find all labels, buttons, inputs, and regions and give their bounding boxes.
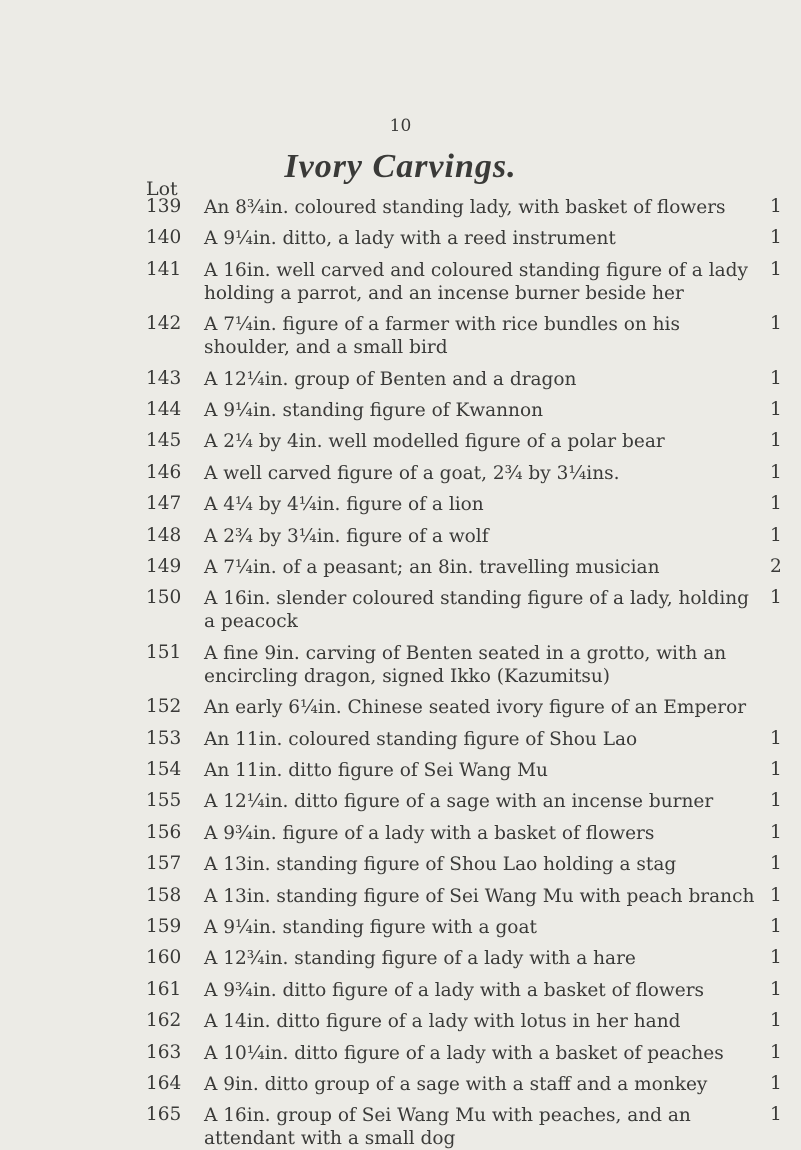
lot-quantity: 1	[770, 916, 782, 937]
lot-number: 153	[146, 727, 182, 749]
lot-quantity: 1	[770, 1041, 782, 1063]
lot-number: 164	[146, 1073, 182, 1094]
lot-number: 150	[146, 587, 182, 609]
lot-description: A 13in. standing figure of Shou Lao holding a stag	[204, 854, 677, 876]
lot-number: 158	[146, 884, 182, 906]
lot-number: 165	[146, 1104, 182, 1126]
lot-description: A 13in. standing figure of Sei Wang Mu with peach branch	[204, 885, 755, 907]
lot-description: A 9¼in. standing figure of Kwannon	[204, 400, 544, 421]
lot-description: A 10¼in. ditto figure of a lady with a basket of peaches	[204, 1042, 724, 1064]
lot-number: 160	[146, 947, 182, 969]
lot-description: A 2¾ by 3¼in. figure of a wolf	[204, 525, 489, 547]
lot-quantity: 1	[770, 727, 782, 749]
lot-description: A 16in. slender coloured standing figure of a lady, holding a peacock	[204, 588, 749, 633]
lot-number: 139	[146, 196, 182, 217]
lot-number: 146	[146, 461, 182, 483]
lot-quantity: 1	[770, 1104, 782, 1126]
lot-description: An 11in. ditto figure of Sei Wang Mu	[204, 760, 548, 781]
lot-description: A 14in. ditto figure of a lady with lotus in her hand	[204, 1011, 681, 1033]
lot-quantity: 1	[770, 759, 782, 780]
lot-description: A well carved figure of a goat, 2¾ by 3¼ins.	[204, 462, 620, 484]
lot-number: 154	[146, 759, 182, 780]
lot-number: 148	[146, 524, 182, 546]
lot-description: A 9¾in. ditto figure of a lady with a basket of flowers	[204, 979, 705, 1001]
page-number: 10	[389, 116, 412, 136]
page-title: Ivory Carvings.	[284, 148, 517, 185]
lot-quantity: 2	[770, 556, 782, 577]
lot-quantity: 1	[770, 196, 782, 217]
lot-quantity: 1	[770, 227, 782, 249]
lot-quantity: 1	[770, 258, 782, 280]
lot-quantity: 1	[770, 821, 782, 843]
lot-description: A 7¼in. of a peasant; an 8in. travelling musician	[204, 557, 660, 578]
lot-description: A 12¼in. ditto figure of a sage with an incense burner	[204, 791, 714, 813]
lot-number: 157	[146, 853, 182, 875]
lot-number: 161	[146, 978, 182, 1000]
lot-description: A 16in. group of Sei Wang Mu with peaches, and an attendant with a small dog	[204, 1105, 691, 1150]
lot-number: 152	[146, 696, 182, 718]
lot-description: A fine 9in. carving of Benten seated in a grotto, with an encircling dragon, signed Ikko (Kazumitsu)	[204, 642, 727, 687]
lot-number: 140	[146, 227, 182, 249]
lot-number: 162	[146, 1010, 182, 1032]
lot-quantity: 1	[770, 524, 782, 546]
lot-number: 149	[146, 556, 182, 577]
lot-description: An 11in. coloured standing figure of Shou Lao	[204, 728, 638, 750]
lot-number: 144	[146, 399, 182, 420]
lot-number: 147	[146, 493, 182, 515]
lot-description: A 4¼ by 4¼in. figure of a lion	[204, 494, 484, 516]
lot-quantity: 1	[770, 587, 782, 609]
lot-quantity: 1	[770, 978, 782, 1000]
lot-description: A 9in. ditto group of a sage with a staff and a monkey	[204, 1074, 708, 1095]
lot-number: 142	[146, 313, 182, 335]
lot-number: 141	[146, 258, 182, 280]
lot-quantity: 1	[770, 399, 782, 420]
lot-quantity: 1	[770, 1073, 782, 1094]
lot-number: 151	[146, 641, 182, 663]
lot-column-header: Lot	[146, 178, 178, 200]
lot-number: 145	[146, 430, 182, 452]
lot-description: A 12¼in. group of Benten and a dragon	[204, 368, 577, 390]
lot-description: A 16in. well carved and coloured standing figure of a lady holding a parrot, and an incense burner beside her	[204, 259, 748, 304]
lot-description: An 8¾in. coloured standing lady, with basket of flowers	[204, 197, 726, 218]
lot-quantity: 1	[770, 853, 782, 875]
lot-description: A 7¼in. figure of a farmer with rice bundles on his shoulder, and a small bird	[204, 314, 680, 359]
lot-description: A 9¾in. figure of a lady with a basket of flowers	[204, 822, 655, 844]
lot-number: 163	[146, 1041, 182, 1063]
lot-quantity: 1	[770, 430, 782, 452]
lot-quantity: 1	[770, 884, 782, 906]
lot-quantity: 1	[770, 461, 782, 483]
lot-quantity: 1	[770, 313, 782, 335]
lot-number: 155	[146, 790, 182, 812]
lot-description: A 12¾in. standing figure of a lady with a hare	[204, 948, 636, 970]
lot-description: A 2¼ by 4in. well modelled figure of a polar bear	[204, 431, 665, 453]
lot-quantity: 1	[770, 493, 782, 515]
lot-number: 143	[146, 367, 182, 389]
lot-number: 156	[146, 821, 182, 843]
lot-description: A 9¼in. ditto, a lady with a reed instrument	[204, 228, 616, 250]
lot-quantity: 1	[770, 1010, 782, 1032]
lot-number: 159	[146, 916, 182, 937]
lot-quantity: 1	[770, 947, 782, 969]
lot-quantity: 1	[770, 367, 782, 389]
lot-description: An early 6¼in. Chinese seated ivory figure of an Emperor	[204, 697, 747, 719]
lot-description: A 9¼in. standing figure with a goat	[204, 917, 537, 938]
lot-quantity: 1	[770, 790, 782, 812]
